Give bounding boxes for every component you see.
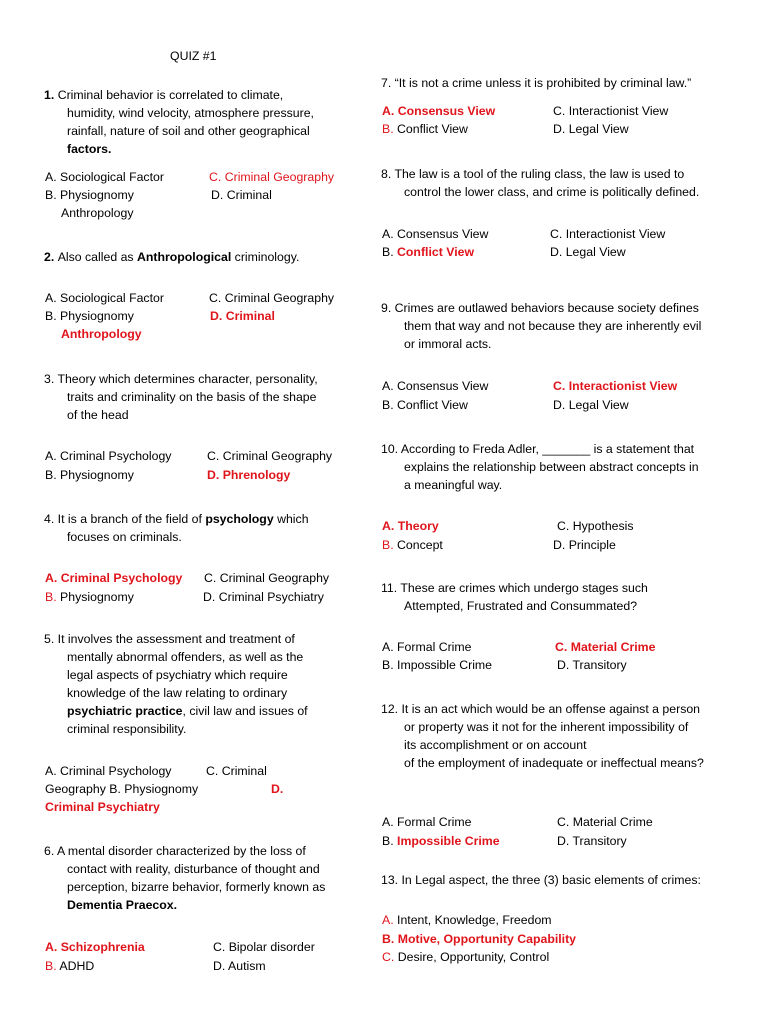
option-text-correct: Conflict View (393, 245, 475, 259)
option-d: D. Legal View (553, 122, 629, 136)
option-b-correct: B. Motive, Opportunity Capability (382, 932, 577, 946)
question-5-line (67, 702, 308, 721)
question-8-line: 8. The law is a tool of the ruling class, the law is used to (381, 167, 685, 181)
option-a-correct: A. Consensus View (382, 104, 496, 118)
option-text-correct: Impossible Crime (397, 834, 500, 848)
option-text: Concept (393, 538, 443, 552)
option-d-correct: Criminal Psychiatry (45, 800, 160, 814)
option-d-correct-continued: Anthropology (61, 327, 142, 341)
question-text-bold: psychiatric practice (67, 704, 183, 718)
option-c (382, 948, 549, 967)
option-b (382, 243, 474, 262)
question-text-bold: psychology (205, 512, 274, 526)
option-b: B. Physiognomy (45, 468, 134, 482)
option-c-correct: C. Material Crime (555, 640, 656, 654)
question-6-line: contact with reality, disturbance of thought and (67, 862, 320, 876)
option-b-row: Geography B. Physiognomy (45, 782, 199, 796)
question-12-line: or property was it not for the inherent impossibility of (404, 720, 689, 734)
page-title: QUIZ #1 (170, 49, 217, 63)
option-b (382, 120, 468, 139)
question-10-line: a meaningful way. (404, 478, 503, 492)
option-a: A. Criminal Psychology (45, 764, 172, 778)
option-c: C. Interactionist View (550, 227, 666, 241)
option-d: D. Criminal (211, 188, 272, 202)
question-5-line: mentally abnormal offenders, as well as the (67, 650, 304, 664)
question-11-line: 11. These are crimes which undergo stages such (381, 581, 648, 595)
question-text: criminology. (231, 250, 300, 264)
question-10-line: explains the relationship between abstract concepts in (404, 460, 699, 474)
question-6-line: 6. A mental disorder characterized by the loss of (44, 844, 306, 858)
option-b: B. Conflict View (382, 398, 468, 412)
question-13-line: 13. In Legal aspect, the three (3) basic elements of crimes: (381, 873, 701, 887)
question-9-line: them that way and not because they are inherently evil (404, 319, 702, 333)
option-a: A. Consensus View (382, 227, 489, 241)
question-5-line: legal aspects of psychiatry which require (67, 668, 288, 682)
option-b-continued: Anthropology (61, 206, 134, 220)
option-b (45, 588, 134, 607)
option-a (382, 911, 552, 930)
question-5-line: 5. It involves the assessment and treatment of (44, 632, 295, 646)
question-9-line: or immoral acts. (404, 337, 492, 351)
question-5-line: knowledge of the law relating to ordinary (67, 686, 288, 700)
option-letter: B. (45, 590, 57, 604)
question-1-line (44, 86, 283, 105)
question-12-line: its accomplishment or on account (404, 738, 587, 752)
option-a: A. Formal Crime (382, 815, 472, 829)
option-d-correct: D. Phrenology (207, 468, 291, 482)
question-text-bold: Anthropological (136, 250, 232, 264)
option-d: D. Principle (553, 538, 616, 552)
question-3-line: of the head (67, 408, 129, 422)
option-c: C. Criminal Geography (209, 291, 335, 305)
option-text: Desire, Opportunity, Control (394, 950, 550, 964)
option-d: D. Legal View (553, 398, 629, 412)
option-c: C. Material Crime (557, 815, 653, 829)
option-b (382, 832, 500, 851)
option-c-correct: C. Interactionist View (553, 379, 678, 393)
option-b: B. Physiognomy (45, 188, 134, 202)
option-letter: B. (382, 245, 394, 259)
option-letter: B. (45, 959, 57, 973)
question-4-line (44, 510, 309, 529)
option-d: D. Transitory (557, 658, 627, 672)
question-10-line: 10. According to Freda Adler, _______ is a statement that (381, 442, 695, 456)
question-text: , civil law and issues of (182, 704, 308, 718)
question-text: Criminal behavior is correlated to climate, (57, 88, 284, 102)
question-1-line: rainfall, nature of soil and other geographical (67, 124, 310, 138)
option-d-correct-letter: D. (271, 782, 284, 796)
question-6-line: Dementia Praecox. (67, 898, 178, 912)
question-text: which (273, 512, 309, 526)
option-letter: B. (382, 538, 394, 552)
question-1-line: factors. (67, 142, 112, 156)
option-c: C. Hypothesis (557, 519, 634, 533)
question-3-line: traits and criminality on the basis of the shape (67, 390, 317, 404)
question-text: Also called as (57, 250, 137, 264)
question-12-line: 12. It is an act which would be an offense against a person (381, 702, 701, 716)
question-5-line: criminal responsibility. (67, 722, 187, 736)
option-text: ADHD (56, 959, 95, 973)
option-text: Physiognomy (56, 590, 134, 604)
option-d-correct: D. Criminal (210, 309, 275, 323)
question-2-line (44, 248, 299, 267)
question-7-line: 7. “It is not a crime unless it is prohibited by criminal law.” (381, 76, 692, 90)
option-a: A. Sociological Factor (45, 170, 164, 184)
option-c: C. Bipolar disorder (213, 940, 315, 954)
question-8-line: control the lower class, and crime is politically defined. (404, 185, 700, 199)
option-letter: B. (382, 122, 394, 136)
question-text: 4. It is a branch of the field of (44, 512, 206, 526)
option-a: A. Consensus View (382, 379, 489, 393)
option-b: B. Impossible Crime (382, 658, 493, 672)
question-4-line: focuses on criminals. (67, 530, 182, 544)
option-d: D. Transitory (557, 834, 627, 848)
option-letter: B. (382, 834, 398, 848)
option-text: Intent, Knowledge, Freedom (393, 913, 552, 927)
option-a: A. Criminal Psychology (45, 449, 172, 463)
question-1-line: humidity, wind velocity, atmosphere pressure, (67, 106, 314, 120)
option-letter: C. (382, 950, 395, 964)
option-a: A. Sociological Factor (45, 291, 164, 305)
option-b (45, 957, 94, 976)
option-d: D. Legal View (550, 245, 626, 259)
option-text: Conflict View (393, 122, 468, 136)
option-d: D. Autism (213, 959, 266, 973)
question-3-line: 3. Theory which determines character, personality, (44, 372, 318, 386)
option-c: C. Interactionist View (553, 104, 669, 118)
option-a-correct: A. Theory (382, 519, 439, 533)
question-11-line: Attempted, Frustrated and Consummated? (404, 599, 638, 613)
option-b (382, 536, 443, 555)
question-number: 2. (44, 250, 58, 264)
question-number: 1. (44, 88, 55, 102)
option-a: A. Formal Crime (382, 640, 472, 654)
option-b: B. Physiognomy (45, 309, 134, 323)
question-9-line: 9. Crimes are outlawed behaviors because society defines (381, 301, 699, 315)
option-a-correct: A. Criminal Psychology (45, 571, 183, 585)
option-d: D. Criminal Psychiatry (203, 590, 324, 604)
option-c: C. Criminal (206, 764, 267, 778)
option-c: C. Criminal Geography (204, 571, 330, 585)
question-6-line: perception, bizarre behavior, formerly known as (67, 880, 326, 894)
option-c: C. Criminal Geography (207, 449, 333, 463)
option-a-correct: A. Schizophrenia (45, 940, 145, 954)
option-letter: A. (382, 913, 394, 927)
option-c-correct: C. Criminal Geography (209, 170, 335, 184)
question-12-line: of the employment of inadequate or ineffectual means? (404, 756, 704, 770)
